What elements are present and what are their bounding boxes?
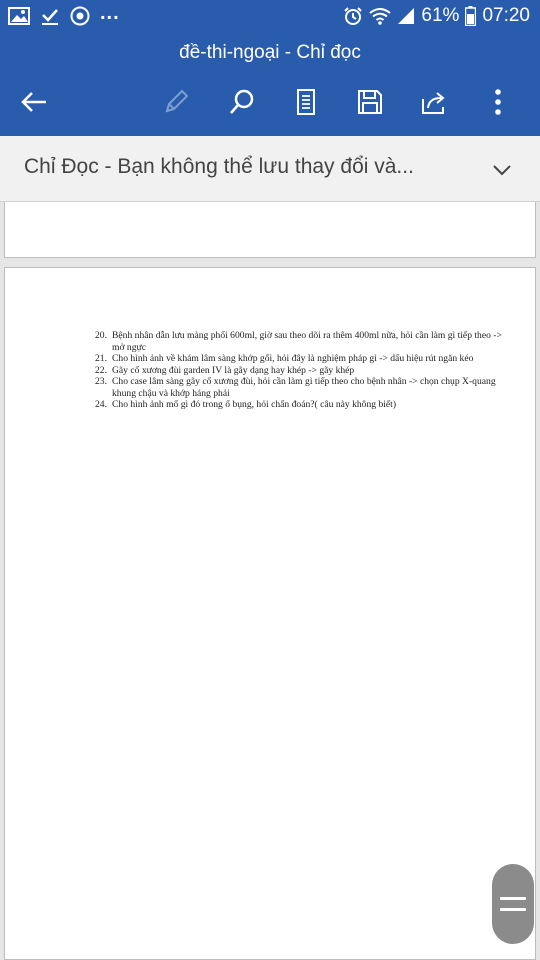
handle-line [500,897,526,900]
question-text: Cho hình ảnh mổ gì đó trong ổ bụng, hỏi chẩn đoán?( câu này không biết) [112,399,397,410]
share-button[interactable] [414,82,454,122]
alarm-icon [343,6,363,26]
more-options-button[interactable] [478,82,518,122]
system-status [343,5,530,27]
save-button[interactable] [350,82,390,122]
save-icon [355,87,385,117]
chrome-icon [70,6,90,26]
signal-icon [397,7,415,25]
reading-view-icon [291,87,321,117]
gallery-icon [8,6,30,26]
search-icon [227,87,257,117]
question-text: Cho case lâm sàng gãy cổ xương đùi, hỏi cần làm gì tiếp theo cho bệnh nhân -> chọn chụp X-quang khung chậu và khớp háng phải [112,376,496,399]
question-number: 24. [95,399,107,410]
previous-page [4,202,536,258]
clock: 07:20 [482,5,530,26]
reading-view-button[interactable] [286,82,326,122]
question-number: 21. [95,353,107,364]
more-icon [483,87,513,117]
list-item [95,399,505,411]
question-number: 20. [95,330,107,341]
share-icon [419,87,449,117]
status-bar [0,0,540,38]
handle-line [500,908,526,911]
document-page[interactable] [4,267,536,960]
read-only-message: Chỉ Đọc - Bạn không thể lưu thay đổi và... [24,155,414,178]
wifi-icon [369,7,391,25]
search-button[interactable] [222,82,262,122]
question-list [95,330,505,411]
list-item [95,330,505,353]
battery-percent: 61% [421,5,460,26]
document-title: đề-thi-ngoại - Chỉ đọc [0,38,540,70]
question-number: 22. [95,364,107,376]
list-item [95,376,505,399]
more-notifications: ... [100,1,120,24]
question-number: 23. [95,376,107,387]
notification-icons [8,1,120,26]
edit-button[interactable] [156,82,196,122]
question-text: Gãy cổ xương đùi garden IV là gãy dạng hay khép -> gãy khép [112,364,355,376]
question-text: Bệnh nhân dẫn lưu màng phổi 600ml, giờ sau theo dõi ra thêm 400ml nữa, hỏi cần làm gì tiếp theo -> mở ngực [112,330,502,353]
back-button[interactable] [14,82,54,122]
list-item [95,353,505,365]
pen-icon [161,87,191,117]
battery-icon [465,6,476,26]
list-item [95,365,505,377]
download-done-icon [40,6,60,26]
scroll-handle-button[interactable] [492,864,534,944]
read-only-banner[interactable] [0,136,540,202]
question-text: Cho hình ảnh về khám lâm sàng khớp gối, hỏi đây là nghiệm pháp gì -> dấu hiệu rút ngăn kéo [112,353,474,364]
toolbar [0,70,540,136]
back-arrow-icon [19,87,49,117]
chevron-down-icon[interactable] [490,158,514,182]
